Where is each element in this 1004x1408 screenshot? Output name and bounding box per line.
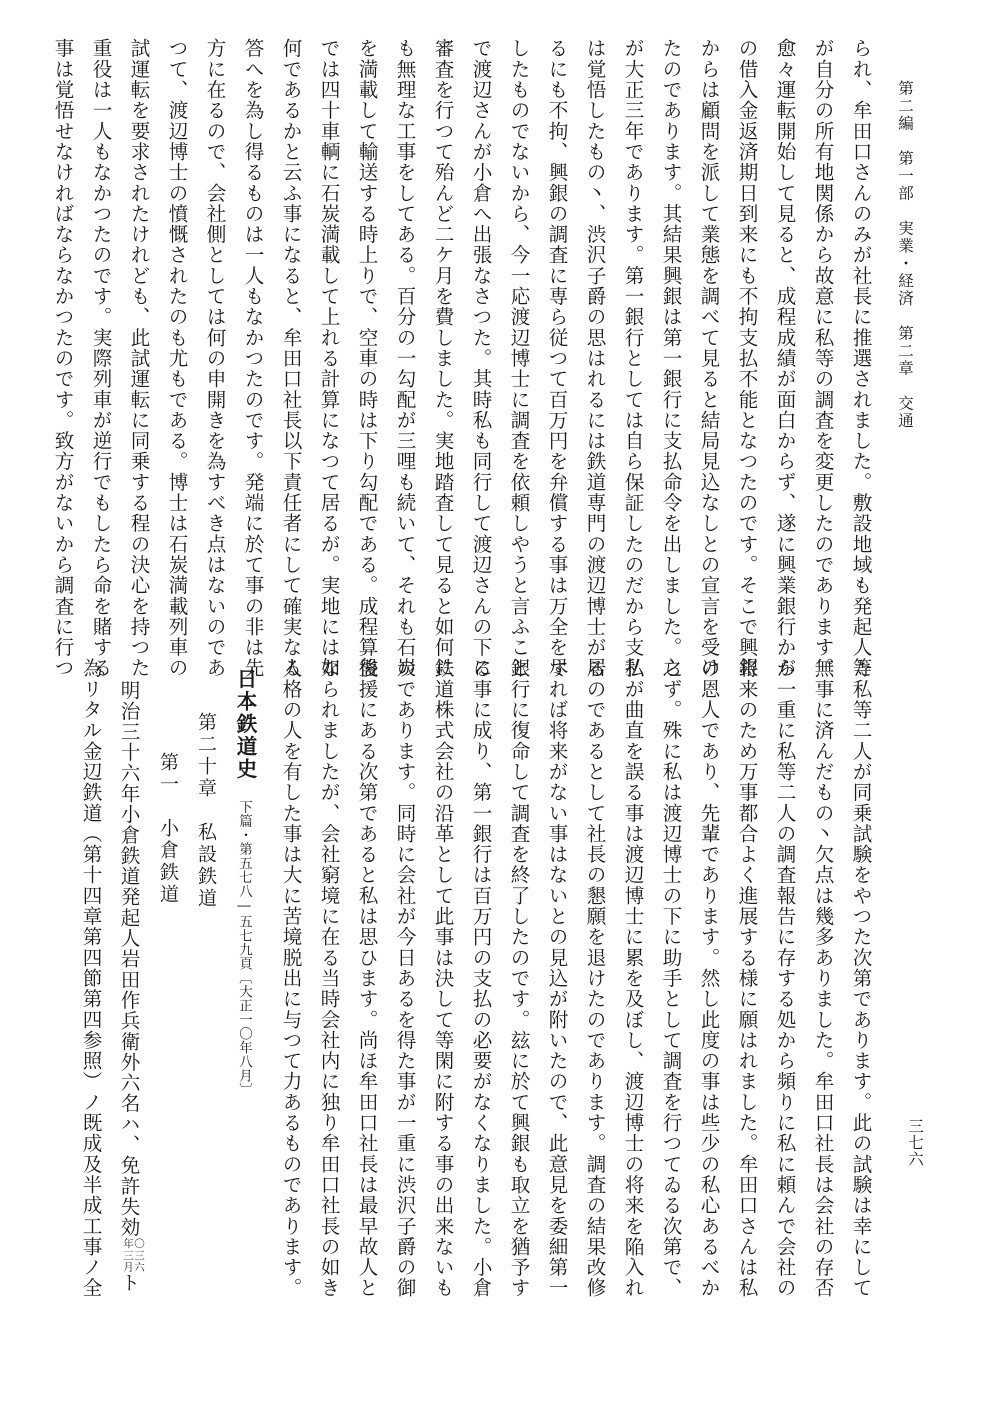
text-column: が大正三年であります。第一銀行としては自ら保証したのだから支払 <box>621 38 644 679</box>
text-column: 将来のため万事都合よく進展する様に願はれました。牟田口さんは私 <box>735 658 758 1299</box>
section-heading: 第一 小倉鉄道 <box>157 752 179 906</box>
text-column: 重役は一人もなかつたのです。実際列車が逆行でもしたら命を賭する <box>89 38 112 679</box>
text-column: つて、渡辺博士の憤慨されたのも尤もである。博士は石炭満載列車の <box>165 38 188 679</box>
warichu-right: 〇三六 <box>133 1237 145 1273</box>
warichu-annotation <box>122 1238 144 1273</box>
text-column: 銀行に復命して調査を終了したのです。玆に於て興銀も取立を猶予す <box>507 658 530 1299</box>
text-column: も無理な工事をしてある。百分の一勾配が三哩も続いて、それも石炭 <box>393 38 416 679</box>
text-column: られ、牟田口さんのみが社長に推選されました。敷設地域も発起人等 <box>849 38 872 679</box>
text-column: 試運転を要求されたけれども、此試運転に同乗する程の決心を持つた <box>127 38 150 679</box>
chapter-heading: 第二十章 私設鉄道 <box>195 712 217 910</box>
text-column: が一重に私等二人の調査報告に存する処から頻りに私に頼んで会社の <box>773 658 796 1299</box>
text-column: 人格の人を有した事は大に苦境脱出に与つて力あるものであります。 <box>279 658 302 1299</box>
text-column: 方に在るので、会社側としては何の申開きを為すべき点はないのであ <box>203 38 226 679</box>
text-column: るにも不拘、興銀の調査に専ら従つて百万円を弁償する事は万全を尽 <box>545 38 568 679</box>
text-column: したものでないから、今一応渡辺博士に調査を依頼しやうと言ふこと <box>507 38 530 679</box>
text-column: なられましたが、会社窮境に在る当時会社内に独り牟田口社長の如き <box>317 658 340 1299</box>
text-column: 鉄道株式会社の沿革として此事は決して等閑に附する事の出来ないも <box>431 658 454 1299</box>
text-column: るのであるとして社長の懇願を退けたのであります。調査の結果改修 <box>583 658 606 1299</box>
text-column: 愈々運転開始して見ると、成程成績が面白からず、遂に興業銀行から <box>773 38 796 679</box>
document-paragraph-line: 為リタル金辺鉄道（第十四章第四節第四参照）ノ既成及半成工事ノ全 <box>79 658 102 1299</box>
text-column: る事に成り、第一銀行は百万円の支払の必要がなくなりました。小倉 <box>469 658 492 1299</box>
document-source: 下篇・第五七八―五七九頁〔大正一〇年八月〕 <box>236 800 252 1097</box>
text-column: のであります。同時に会社が今日あるを得た事が一重に渋沢子爵の御 <box>393 658 416 1299</box>
text-column: の借入金返済期日到来にも不拘支払不能となつたのです。そこで興銀 <box>735 38 758 679</box>
text-column: 無事に済んだもの丶欠点は幾多ありました。牟田口社長は会社の存否 <box>811 658 834 1299</box>
text-column: の恩人であり、先輩であります。然し此度の事は些少の私心あるべか <box>697 658 720 1299</box>
text-column: が自分の所有地関係から故意に私等の調査を変更したのであります。 <box>811 38 834 679</box>
text-column: 何であるかと云ふ事になると、牟田口社長以下責任者にして確実なる <box>279 38 302 679</box>
paragraph-start: 明治三十六年小倉鉄道発起人岩田作兵衛外六名ハ、免許失効 <box>117 680 140 1238</box>
running-head: 第二編 第一部 実業・経済 第二章 交通 <box>896 80 914 430</box>
document-paragraph-line <box>117 680 144 1293</box>
text-column: を満載して輸送する時上りで、空車の時は下り勾配である。成程算盤 <box>355 38 378 679</box>
text-column: すれば将来がない事はないとの見込が附いたので、此意見を委細第一 <box>545 658 568 1299</box>
text-column: 私が曲直を誤る事は渡辺博士に累を及ぼし、渡辺博士の将来を陥入れ <box>621 658 644 1299</box>
text-column: は覚悟したもの丶、渋沢子爵の思はれるには鉄道専門の渡辺博士が居 <box>583 38 606 679</box>
text-column: 事は覚悟せなければならなかつたのです。致方がないから調査に行つ <box>51 38 74 679</box>
text-column: からは顧問を派して業態を調べて見ると結局見込なしとの宣言を受け <box>697 38 720 679</box>
text-column: 審査を行つて殆んど二ケ月を費しました。実地踏査して見ると如何に <box>431 38 454 679</box>
text-column: 答へを為し得るものは一人もなかつたのです。発端に於て事の非は先 <box>241 38 264 679</box>
paragraph-tail: ト <box>117 1272 140 1293</box>
text-column: 後援にある次第であると私は思ひます。尚ほ牟田口社長は最早故人と <box>355 658 378 1299</box>
page-number: 三七六 <box>906 1118 924 1168</box>
text-column: たのであります。其結果興銀は第一銀行に支払命令を出しました。之 <box>659 38 682 679</box>
text-column: らず。殊に私は渡辺博士の下に助手として調査を行つてゐる次第で、 <box>659 658 682 1299</box>
warichu-left: 年三月 <box>122 1237 134 1273</box>
text-column: では四十車輌に石炭満載して上れる計算になつて居るが。実地には如 <box>317 38 340 679</box>
document-title: 日本鉄道史 <box>233 668 257 781</box>
text-column: た私等二人が同乗試験をやつた次第であります。此の試験は幸にして <box>849 658 872 1299</box>
text-column: で渡辺さんが小倉へ出張なさつた。其時私も同行して渡辺さんの下に <box>469 38 492 679</box>
